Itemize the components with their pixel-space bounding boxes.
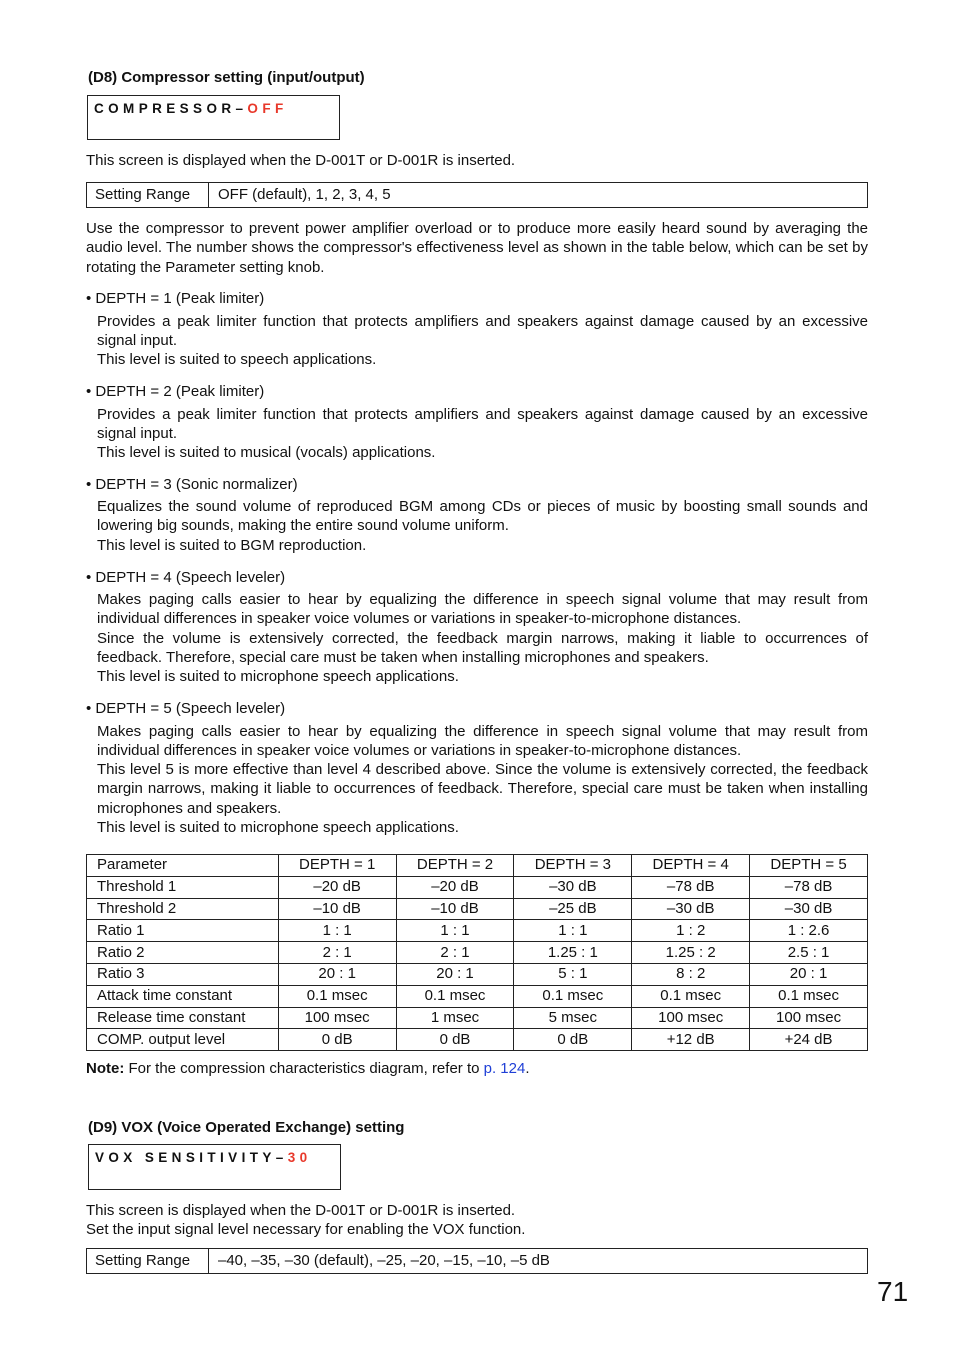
page-124-link[interactable]: p. 124 — [483, 1060, 526, 1077]
table-cell: 1 : 1 — [514, 920, 632, 942]
d8-intro: Use the compressor to prevent power amplifier overload or to produce more easily heard sound by averaging the audio level. The number shows the compressor's effectiveness level as shown in the table below, which can be set by rotating the Parameter setting knob. — [86, 220, 868, 276]
table-row — [87, 1029, 868, 1051]
table-row — [87, 898, 868, 920]
table-cell: Release time constant — [87, 1007, 279, 1029]
table-header-cell: Parameter — [87, 855, 279, 877]
table-cell: Ratio 2 — [87, 942, 279, 964]
depth-1-desc: Provides a peak limiter function that protects amplifiers and speakers against damage caused by an excessive signal input. — [97, 313, 868, 350]
table-cell: 8 : 2 — [632, 963, 750, 985]
depth-5-desc: Makes paging calls easier to hear by equalizing the difference in speech signal volume that may result from individual differences in speaker voice volumes or variations in speaker-to-microphone distances. — [97, 723, 868, 760]
table-header-cell: DEPTH = 1 — [278, 855, 396, 877]
table-header-cell: DEPTH = 3 — [514, 855, 632, 877]
page-number: 71 — [877, 1276, 909, 1307]
depth-5-use: This level is suited to microphone speech applications. — [97, 819, 459, 836]
table-header-row — [87, 855, 868, 877]
d9-range-label: Setting Range — [87, 1249, 209, 1273]
table-cell: –25 dB — [514, 898, 632, 920]
table-cell: Ratio 3 — [87, 963, 279, 985]
d8-setting-range — [86, 182, 868, 208]
table-cell: –20 dB — [396, 876, 514, 898]
table-cell: 1 : 2 — [632, 920, 750, 942]
note-label: Note: — [86, 1060, 125, 1077]
table-cell: –78 dB — [750, 876, 868, 898]
depth-4-title-text: DEPTH = 4 (Speech leveler) — [95, 569, 286, 586]
table-cell: +12 dB — [632, 1029, 750, 1051]
depth-3-title: • DEPTH = 3 (Sonic normalizer) — [86, 476, 298, 493]
table-cell: 0.1 msec — [278, 985, 396, 1007]
compressor-display — [87, 95, 340, 140]
table-cell: 100 msec — [750, 1007, 868, 1029]
table-cell: 100 msec — [632, 1007, 750, 1029]
table-cell: 5 msec — [514, 1007, 632, 1029]
table-cell: Threshold 2 — [87, 898, 279, 920]
table-cell: 1.25 : 2 — [632, 942, 750, 964]
table-row — [87, 942, 868, 964]
table-cell: 20 : 1 — [278, 963, 396, 985]
vox-sensitivity-display — [88, 1144, 341, 1190]
table-row — [87, 876, 868, 898]
table-cell: Attack time constant — [87, 985, 279, 1007]
table-cell: +24 dB — [750, 1029, 868, 1051]
d9-purpose-text: Set the input signal level necessary for enabling the VOX function. — [86, 1221, 526, 1238]
depth-3-use: This level is suited to BGM reproduction. — [97, 537, 367, 554]
table-cell: 1 : 1 — [396, 920, 514, 942]
table-cell: –10 dB — [278, 898, 396, 920]
depth-2-use: This level is suited to musical (vocals) applications. — [97, 444, 436, 461]
table-cell: Threshold 1 — [87, 876, 279, 898]
table-cell: 2 : 1 — [396, 942, 514, 964]
table-cell: –10 dB — [396, 898, 514, 920]
table-cell: –30 dB — [514, 876, 632, 898]
table-cell: 0.1 msec — [632, 985, 750, 1007]
table-header-cell: DEPTH = 4 — [632, 855, 750, 877]
table-cell: 2.5 : 1 — [750, 942, 868, 964]
depth-5-caution: This level 5 is more effective than level 4 described above. Since the volume is extensively corrected, the feedback margin narrows, making it liable to occurrences of feedback. Therefore, special care must be taken when installing microphones and speakers. — [97, 761, 868, 817]
depth-3-desc: Equalizes the sound volume of reproduced BGM among CDs or pieces of music by boosting small sounds and lowering big sounds, making the entire sound volume uniform. — [97, 498, 868, 535]
table-row — [87, 1007, 868, 1029]
vox-display-label: VOX SENSITIVITY– — [95, 1150, 288, 1165]
table-cell: 100 msec — [278, 1007, 396, 1029]
table-cell: 0.1 msec — [750, 985, 868, 1007]
table-cell: 5 : 1 — [514, 963, 632, 985]
table-cell: Ratio 1 — [87, 920, 279, 942]
table-cell: 0 dB — [278, 1029, 396, 1051]
table-row — [87, 920, 868, 942]
table-cell: 20 : 1 — [396, 963, 514, 985]
table-cell: 0 dB — [396, 1029, 514, 1051]
depth-1-title: • DEPTH = 1 (Peak limiter) — [86, 290, 265, 307]
table-cell: 0.1 msec — [514, 985, 632, 1007]
d8-range-value: OFF (default), 1, 2, 3, 4, 5 — [218, 186, 391, 203]
table-cell: –78 dB — [632, 876, 750, 898]
d9-setting-range — [86, 1248, 868, 1274]
table-cell: –30 dB — [750, 898, 868, 920]
table-cell: 0.1 msec — [396, 985, 514, 1007]
note-end: . — [525, 1060, 530, 1077]
table-cell: 20 : 1 — [750, 963, 868, 985]
depth-5-title-text: DEPTH = 5 (Speech leveler) — [95, 700, 286, 717]
depth-2-title: • DEPTH = 2 (Peak limiter) — [86, 383, 265, 400]
d9-heading: (D9) VOX (Voice Operated Exchange) setting — [88, 1119, 405, 1136]
d9-inserted-text: This screen is displayed when the D-001T or D-001R is inserted. — [86, 1202, 516, 1219]
table-cell: –30 dB — [632, 898, 750, 920]
d9-range-value: –40, –35, –30 (default), –25, –20, –15, –10, –5 dB — [218, 1252, 550, 1269]
depth-2-title-text: DEPTH = 2 (Peak limiter) — [95, 383, 265, 400]
d8-heading: (D8) Compressor setting (input/output) — [88, 69, 365, 86]
depth-2-desc: Provides a peak limiter function that protects amplifiers and speakers against damage caused by an excessive signal input. — [97, 406, 868, 443]
compressor-parameter-table — [86, 854, 868, 1051]
table-header-cell: DEPTH = 2 — [396, 855, 514, 877]
d8-inserted-text: This screen is displayed when the D-001T or D-001R is inserted. — [86, 152, 516, 169]
table-row — [87, 985, 868, 1007]
depth-4-desc: Makes paging calls easier to hear by equalizing the difference in speech signal volume that may result from individual differences in speaker voice volumes or variations in speaker-to-microphone distances. — [97, 591, 868, 628]
table-cell: 1 : 2.6 — [750, 920, 868, 942]
depth-1-use: This level is suited to speech applications. — [97, 351, 377, 368]
note-text: For the compression characteristics diagram, refer to — [124, 1060, 484, 1077]
table-cell: 2 : 1 — [278, 942, 396, 964]
table-cell: –20 dB — [278, 876, 396, 898]
depth-5-title: • DEPTH = 5 (Speech leveler) — [86, 700, 286, 717]
table-cell: 1 : 1 — [278, 920, 396, 942]
table-row — [87, 963, 868, 985]
table-cell: 0 dB — [514, 1029, 632, 1051]
depth-4-title: • DEPTH = 4 (Speech leveler) — [86, 569, 286, 586]
depth-1-title-text: DEPTH = 1 (Peak limiter) — [95, 290, 265, 307]
vox-display-value: 30 — [287, 1150, 312, 1165]
depth-4-use: This level is suited to microphone speech applications. — [97, 668, 459, 685]
depth-4-caution: Since the volume is extensively corrected, the feedback margin narrows, making it liable to occurrences of feedback. Therefore, special care must be taken when installing microphones and speakers. — [97, 630, 868, 667]
d8-range-label: Setting Range — [87, 183, 209, 207]
table-cell: 1.25 : 1 — [514, 942, 632, 964]
table-cell: COMP. output level — [87, 1029, 279, 1051]
table-header-cell: DEPTH = 5 — [750, 855, 868, 877]
table-cell: 1 msec — [396, 1007, 514, 1029]
compressor-display-label: COMPRESSOR– — [94, 101, 248, 116]
compressor-display-value: OFF — [247, 101, 288, 116]
depth-3-title-text: DEPTH = 3 (Sonic normalizer) — [95, 476, 298, 493]
compression-note — [86, 1060, 530, 1077]
